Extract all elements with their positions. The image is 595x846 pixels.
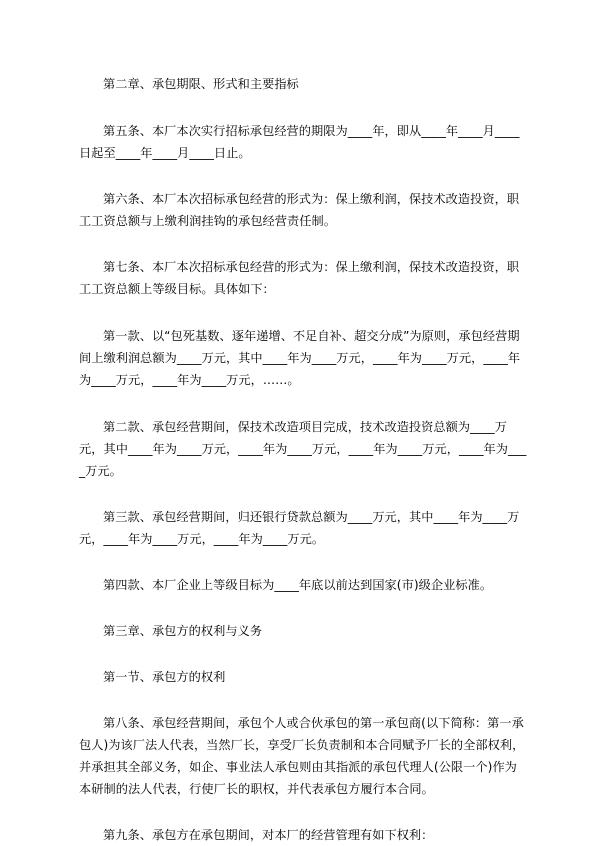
article-7-clause-2: 第二款、承包经营期间，保技术改造项目完成，技术改造投资总额为____万元，其中____年为____万元，____年为____万元，____年为____万元，____年为____万元。 xyxy=(79,420,527,478)
article-8: 第八条、承包经营期间，承包个人或合伙承包的第一承包商(以下简称：第一承包人)为该厂法人代表，当然厂长，享受厂长负责制和本合同赋予厂长的全部权利，并承担其全部义务，如企、事业法人承包则由其指派的承包代理人(公限一个)作为本研制的法人代表，行使厂长的职权，并代表承包方履行本合同。 xyxy=(79,716,525,796)
article-7: 第七条、本厂本次招标承包经营的形式为：保上缴利润，保技术改造投资，职工工资总额上等级目标。具体如下： xyxy=(79,260,520,296)
chapter-2-heading: 第二章、承包期限、形式和主要指标 xyxy=(103,77,299,91)
section-1-heading: 第一节、承包方的权利 xyxy=(103,670,226,684)
article-7-clause-3: 第三款、承包经营期间，归还银行贷款总额为____万元，其中____年为____万元，____年为____万元，____年为____万元。 xyxy=(79,510,520,546)
article-6: 第六条、本厂本次招标承包经营的形式为：保上缴利润，保技术改造投资，职工工资总额与上缴利润挂钩的承包经营责任制。 xyxy=(79,192,520,228)
chapter-3-heading: 第三章、承包方的权利与义务 xyxy=(103,624,263,638)
document-body xyxy=(79,73,529,846)
article-5: 第五条、本厂本次实行招标承包经营的期限为____年，即从____年____月____日起至____年____月____日止。 xyxy=(79,124,520,160)
article-9: 第九条、承包方在承包期间，对本厂的经营管理有如下权利： xyxy=(103,828,434,842)
article-7-clause-4: 第四款、本厂企业上等级目标为____年底以前达到国家(市)级企业标准。 xyxy=(103,578,493,592)
article-7-clause-1: 第一款、以“包死基数、逐年递增、不足自补、超交分成”为原则，承包经营期间上缴利润总额为____万元，其中____年为____万元，____年为____万元，____年为____万元，____年为____万元，……。 xyxy=(79,329,521,387)
